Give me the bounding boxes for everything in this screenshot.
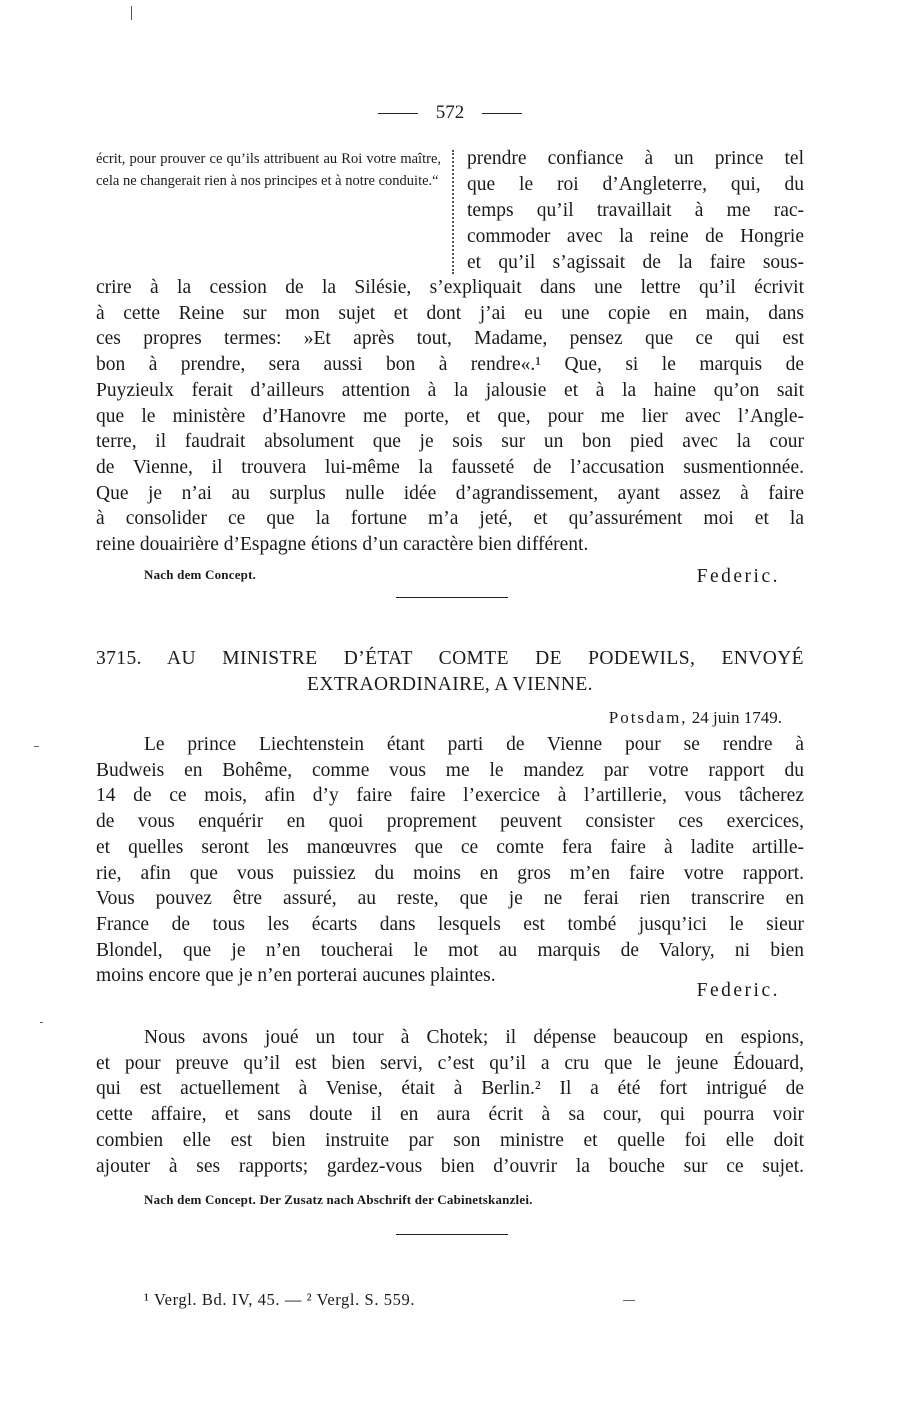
- dateline: [609, 708, 782, 728]
- signature: Federic.: [696, 566, 780, 587]
- letter-heading: [96, 646, 804, 698]
- section-rule: [396, 1234, 508, 1235]
- right-column-line: que le roi d’Angleterre, qui, du: [467, 174, 804, 195]
- letter-body: [96, 732, 804, 989]
- margin-mark: [131, 6, 132, 20]
- text-line: terre, il faudrait absolument que je sois sur un bon pied avec la cour: [96, 431, 804, 453]
- right-column-line: prendre confiance à un prince tel: [467, 148, 804, 169]
- text-line: à cette Reine sur mon sujet et dont j’ai eu une copie en main, dans: [96, 302, 804, 324]
- text-line: Puyzieulx ferait d’ailleurs attention à la jalousie et à la haine qu’on sait: [96, 379, 804, 401]
- letter-number: 3715.: [96, 648, 142, 669]
- text-line: qui est actuellement à Venise, était à Berlin.² Il a été fort intrigué de: [96, 1078, 804, 1100]
- text-line: reine douairière d’Espagne étions d’un caractère bien différent.: [96, 534, 589, 556]
- header-dash-right: [482, 113, 522, 114]
- paper-speck: [34, 746, 39, 747]
- text-line: et pour preuve qu’il est bien servi, c’est qu’il a cru que le jeune Édouard,: [96, 1052, 804, 1074]
- right-column: [467, 146, 804, 276]
- page-number: 572: [435, 102, 465, 123]
- letter-heading-line: [96, 646, 804, 672]
- text-line: bon à prendre, sera aussi bon à rendre«.¹ Que, si le marquis de: [96, 354, 804, 376]
- text-line: moins encore que je n’en porterai aucunes plaintes.: [96, 965, 496, 987]
- text-line: crire à la cession de la Silésie, s’expliquait dans une lettre qu’il écrivit: [96, 277, 804, 298]
- text-line: Budweis en Bohême, comme vous me le mandez par votre rapport du: [96, 759, 804, 781]
- text-line: Que je n’ai au surplus nulle idée d’agrandissement, ayant assez à faire: [96, 482, 804, 504]
- right-column-line: temps qu’il travaillait à me rac-: [467, 200, 804, 221]
- text-line: Le prince Liechtenstein étant parti de Vienne pour se rendre à: [144, 734, 804, 755]
- continuation-paragraph: [96, 275, 804, 558]
- footnotes: ¹ Vergl. Bd. IV, 45. — ² Vergl. S. 559.: [144, 1290, 416, 1309]
- column-divider: [452, 150, 454, 274]
- right-column-line: et qu’il s’agissait de la faire sous-: [467, 252, 804, 273]
- text-line: ces propres termes: »Et après tout, Madame, pensez que ce qui est: [96, 328, 804, 350]
- text-line: et quelles seront les manœuvres que ce comte fera faire à ladite artille-: [96, 836, 804, 858]
- text-line: que le ministère d’Hanovre me porte, et que, pour me lier avec l’Angle-: [96, 405, 804, 427]
- text-line: ajouter à ses rapports; gardez-vous bien d’ouvrir la bouche sur ce sujet.: [96, 1155, 804, 1177]
- text-line: à consolider ce que la fortune m’a jeté, et qu’assurément moi et la: [96, 508, 804, 530]
- source-note: Nach dem Concept. Der Zusatz nach Abschrift der Cabinetskanzlei.: [144, 1192, 533, 1207]
- source-note: Nach dem Concept.: [144, 567, 257, 582]
- header-dash-left: [378, 113, 418, 114]
- left-column-text: écrit, pour prouver ce qu’ils attribuent au Roi votre maître, cela ne changerait rien à nos principes et à notre conduite.“: [96, 151, 441, 189]
- text-line: Vous pouvez être assuré, au reste, que je ne ferai rien transcrire en: [96, 888, 804, 910]
- paper-speck: [40, 1022, 43, 1023]
- dateline-place: Potsdam,: [608, 708, 688, 727]
- dateline-date: 24 juin 1749.: [691, 708, 782, 727]
- right-column-line: commoder avec la reine de Hongrie: [467, 226, 804, 247]
- text-line: cette affaire, et sans doute il en aura écrit à sa cour, qui pourra voir: [96, 1104, 804, 1126]
- text-line: de vous enquérir en quoi proprement peuvent consister ces exercices,: [96, 811, 804, 833]
- text-line: de Vienne, il trouvera lui-même la fausseté de l’accusation susmentionnée.: [96, 456, 804, 478]
- signature: Federic.: [696, 980, 780, 1001]
- text-line: combien elle est bien instruite par son ministre et quelle foi elle doit: [96, 1129, 804, 1151]
- text-line: 14 de ce mois, afin d’y faire faire l’exercice à l’artillerie, vous tâcherez: [96, 785, 804, 807]
- postscript: [96, 1025, 804, 1179]
- text-line: Nous avons joué un tour à Chotek; il dépense beaucoup en espions,: [144, 1027, 804, 1048]
- letter-title-continued: EXTRAORDINAIRE, A VIENNE.: [307, 674, 593, 695]
- text-line: France de tous les écarts dans lesquels est tombé jusqu’ici le sieur: [96, 913, 804, 935]
- letter-title: AU MINISTRE D’ÉTAT COMTE DE PODEWILS, ENVOYÉ: [167, 648, 804, 669]
- text-line: rie, afin que vous puissiez du moins en gros m’en faire votre rapport.: [96, 862, 804, 884]
- section-rule: [396, 597, 508, 598]
- page-header: [0, 102, 900, 124]
- text-line: Blondel, que je n’en toucherai le mot au marquis de Valory, ni bien: [96, 939, 804, 961]
- paper-speck: [623, 1300, 635, 1301]
